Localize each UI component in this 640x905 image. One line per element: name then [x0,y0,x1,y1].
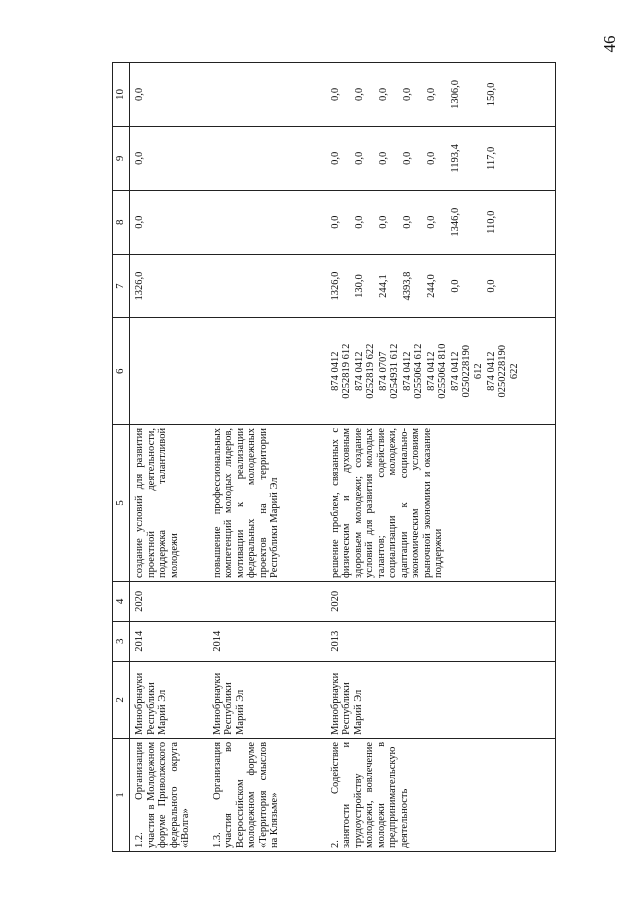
value: 0,0 [425,87,437,102]
value-cell: 0,0 [130,190,208,254]
budget-code-cell [326,318,556,424]
budget-code: 874 0412 0250228190 622 [485,344,520,398]
value: 0,0 [329,151,341,165]
col-header: 10 [113,63,130,127]
budget-code-cell [130,318,208,424]
executor-cell: Минобрнауки Республики Марий Эл [326,661,556,738]
value: 1306,0 [449,80,461,109]
value: 0,0 [377,215,389,229]
value: 0,0 [377,87,389,102]
value: 130,0 [353,274,365,298]
value: 0,0 [401,151,413,165]
value: 4393,8 [401,271,413,301]
col-header: 5 [113,424,130,581]
result-cell: повышение профессиональных компетенций молодых лидеров, мотивации к реализации федеральных молодежных проектов на территории Республики Марий Эл [208,424,326,581]
budget-code: 874 0412 0250228190 612 [449,344,484,398]
value: 110,0 [485,210,497,234]
budget-code: 874 0412 0252819 612 [329,343,352,399]
table-row [326,63,556,852]
value-cell [326,63,556,127]
start-year-cell: 2013 [326,621,556,661]
start-year-cell: 2014 [130,621,208,661]
col-header: 9 [113,126,130,190]
value-cell [326,254,556,318]
value: 0,0 [485,279,497,293]
end-year-cell [208,581,326,621]
value: 0,0 [401,215,413,229]
page-number: 46 [600,35,619,53]
result-cell: создание условий для развития проектной деятельности, поддержка талантливой молодежи [130,424,208,581]
col-header: 7 [113,254,130,318]
value-cell [326,190,556,254]
table-row [130,63,208,852]
value: 0,0 [425,215,437,229]
value: 1346,0 [449,207,461,237]
result-cell: решение проблем, связанных с физическим и духовным здоровьем молодежи; создание условий для развития молодых талантов; содействие социализации молодежи, адаптации к социально-экономическим условиям рыночной экономики и оказание поддержки [326,424,556,581]
value-cell [208,126,326,190]
value: 244,1 [377,274,389,298]
value: 150,0 [485,82,497,107]
activity-cell: 1.3. Организация участия во Всероссийском молодежном форуме «Территория смыслов на Клязьме» [208,738,326,851]
value-cell [208,254,326,318]
value: 0,0 [329,87,341,102]
value: 0,0 [401,87,413,102]
value-cell [208,63,326,127]
value: 0,0 [353,151,365,165]
end-year-cell: 2020 [326,581,556,621]
value: 1193,4 [449,144,461,173]
value: 0,0 [377,151,389,165]
value: 0,0 [353,87,365,102]
rotated-table-wrapper [112,62,572,852]
value-cell: 0,0 [130,126,208,190]
value: 0,0 [449,279,461,293]
value: 0,0 [353,215,365,229]
value-cell: 1326,0 [130,254,208,318]
col-header: 1 [113,738,130,851]
end-year-cell: 2020 [130,581,208,621]
activity-cell: 2. Содействие занятости и трудоустройству молодежи, вовлечение молодежи в предпринимательскую деятельность [326,738,556,851]
budget-code: 874 0412 0255064 612 [401,343,424,399]
executor-cell: Минобрнауки Республики Марий Эл [208,661,326,738]
start-year-cell: 2014 [208,621,326,661]
budget-code: 874 0412 0255064 810 [425,343,448,399]
value: 244,0 [425,274,437,298]
col-header: 2 [113,661,130,738]
activity-cell: 1.2. Организация участия в Молодежном форуме Приволжского федерального округа «iВолга» [130,738,208,851]
table-row [208,63,326,852]
value: 117,0 [485,146,497,170]
col-header: 3 [113,621,130,661]
budget-code-cell [208,318,326,424]
value: 1326,0 [329,271,341,301]
budget-table [112,62,556,852]
value: 0,0 [329,215,341,229]
executor-cell: Минобрнауки Республики Марий Эл [130,661,208,738]
col-header: 8 [113,190,130,254]
budget-code: 874 0707 0254931 612 [377,343,400,399]
value-cell: 0,0 [130,63,208,127]
column-number-row [113,63,130,852]
value-cell [326,126,556,190]
budget-code: 874 0412 0252819 622 [353,343,376,399]
col-header: 4 [113,581,130,621]
col-header: 6 [113,318,130,424]
value-cell [208,190,326,254]
value: 0,0 [425,151,437,165]
